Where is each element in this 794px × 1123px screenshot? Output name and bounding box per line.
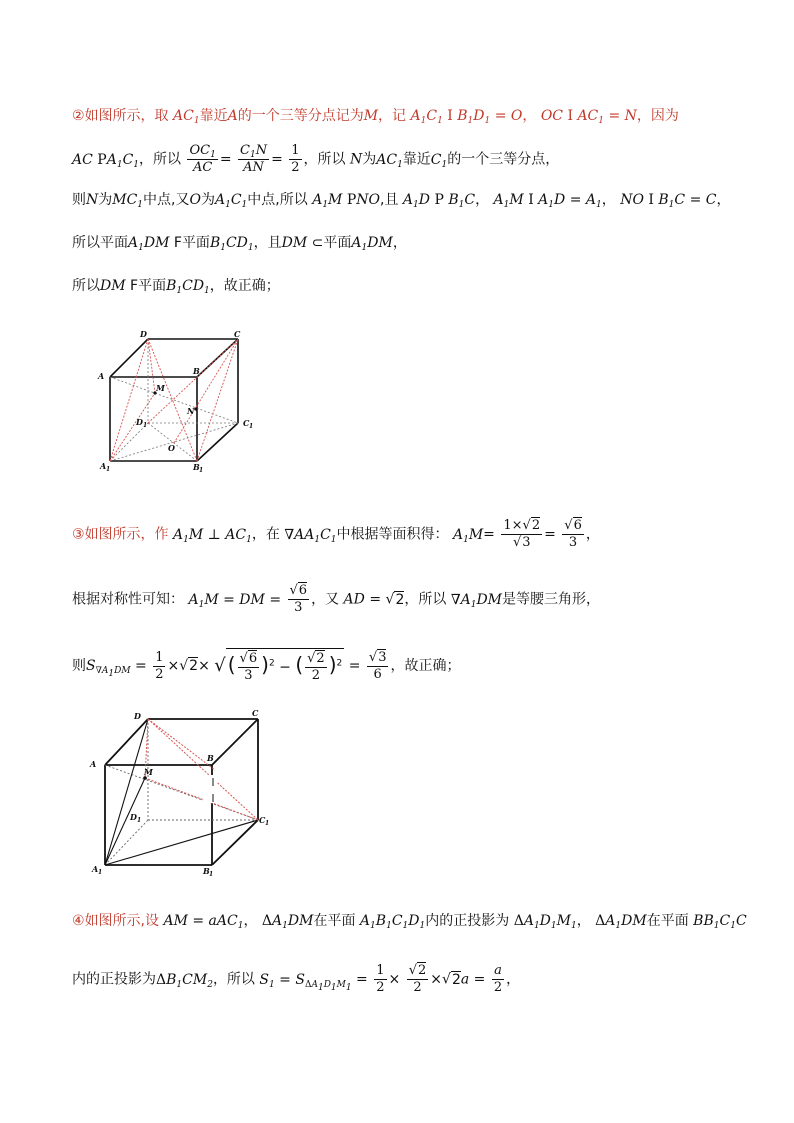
fig2-label-D1: D	[130, 812, 137, 822]
fig1-label-C1: C	[243, 418, 250, 428]
fig1-label-N: N	[187, 406, 195, 416]
fig2-label-C1: C	[259, 815, 266, 825]
fig1-label-B: B	[193, 366, 200, 376]
sec3-line3: 则$S_{\nabla A_1DM}$ = $\frac{1}{2}$ ×√2× √ ( $\frac{√6}{3}$ )$^2$ − ( $\frac{√2}{2}$ )$^2$ = $\frac{√3}{6}$ ，故正确；	[72, 649, 461, 683]
sec2-line3: 则N为$MC_1$中点,又O为$A_1C_1$中点,所以 $A_1M$ PNO,且 $A_1D$ P $B_1C$， $A_1M$ I $A_1D = A_1$， NO I $B_1C = C$，	[72, 192, 731, 210]
svg-text:1: 1	[199, 467, 204, 474]
svg-text:1: 1	[209, 871, 214, 878]
fig2-label-C: C	[252, 708, 259, 718]
fig1-label-D1: D	[136, 417, 143, 427]
sec2-line5: 所以DM F平面$B_1CD_1$，故正确；	[72, 278, 280, 296]
fig1-label-B1: B	[193, 462, 200, 472]
figure-1-cube	[95, 325, 265, 475]
svg-text:1: 1	[137, 817, 142, 824]
sec4-line2: 内的正投影为$\Delta B_1CM_2$，所以 $S_1 = S_{\Delta A_1D_1M_1}$ = $\frac{1}{2}$ × $\frac{√2}{2}$ ×√2a = $\frac{a}{2}$ ，	[72, 963, 521, 995]
fig2-label-A: A	[90, 759, 97, 769]
fig1-label-O: O	[168, 443, 175, 453]
svg-text:1: 1	[98, 869, 103, 876]
fig2-label-B1: B	[203, 866, 210, 876]
sec2-line4: 所以平面$A_1DM$ F平面$B_1CD_1$，且DM ⊂平面$A_1DM$，	[72, 235, 407, 253]
fig2-label-B: B	[207, 753, 214, 763]
fig1-label-C: C	[234, 329, 241, 339]
fig1-label-D: D	[140, 329, 147, 339]
svg-text:1: 1	[143, 422, 148, 429]
fig1-label-M: M	[156, 383, 165, 393]
fig1-label-A1: A	[100, 461, 107, 471]
fig2-label-M: M	[144, 767, 153, 777]
svg-text:1: 1	[249, 423, 254, 430]
fig1-label-A: A	[98, 371, 105, 381]
fig2-label-D: D	[134, 711, 141, 721]
sec3-line2: 根据对称性可知： $A_1M$ = DM = $\frac{√6}{3}$ ，又 AD = √2，所以 $\nabla A_1DM$是等腰三角形，	[72, 583, 601, 615]
sec2-line2: AC $PA_1C_1$，所以 $\frac{OC_1}{AC}$ = $\frac{C_1N}{AN}$ = $\frac{1}{2}$ ，所以 N为$AC_1$靠近$C_1$的一个三等分点，	[72, 143, 560, 175]
sec4-line1: ④如图所示,设 AM = aAC$_1$， $\Delta A_1DM$在平面 $A_1B_1C_1D_1$内的正投影为 $\Delta A_1D_1M_1$， $\Delta A_1DM$在平面 $BB_1C_1C$	[72, 913, 747, 931]
svg-text:1: 1	[265, 820, 270, 827]
figure-2-cube	[88, 705, 278, 880]
svg-text:1: 1	[106, 466, 111, 473]
sec2-line1: ②如图所示，取 $AC_1$靠近A的一个三等分点记为M，记 $A_1C_1$ I $B_1D_1 = O$， OC I $AC_1 = N$，因为	[72, 108, 679, 126]
fig2-label-A1: A	[92, 864, 99, 874]
sec3-line1: ③如图所示，作 $A_1M$ ⊥ $AC_1$，在 $\nabla AA_1C_1$中根据等面积得： $A_1M=$ $\frac{1\times√2}{√3}$ = $\frac{√6}{3}$ ，	[72, 518, 600, 550]
